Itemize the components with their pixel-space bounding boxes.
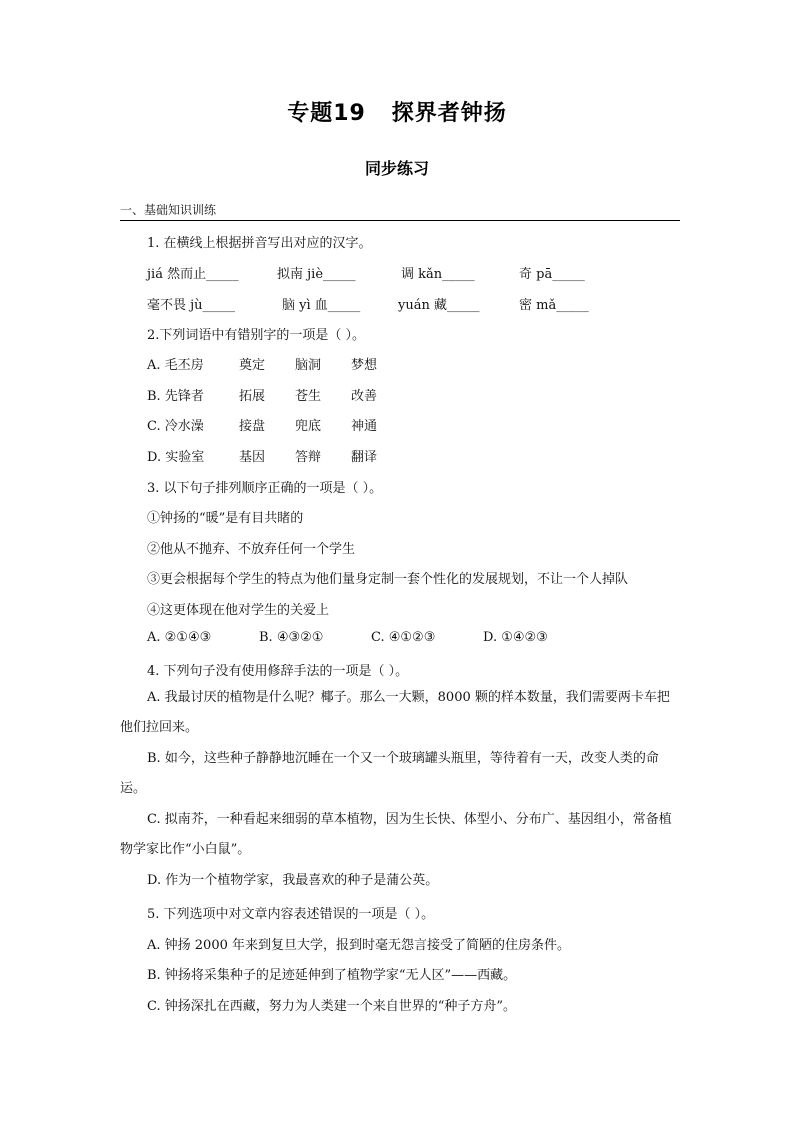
pinyin-item: 调 kǎn_____	[401, 267, 475, 282]
option-word: 兜底	[295, 419, 322, 434]
pinyin-item: 奇 pā_____	[519, 267, 585, 282]
pinyin-item: 脑 yì 血_____	[282, 298, 361, 313]
option-word: 梦想	[351, 358, 378, 373]
question-3-stem: 3. 以下句子排列顺序正确的一项是（ ）。	[147, 481, 383, 496]
option-label: C. 冷水澡	[147, 419, 204, 434]
option-item: B. 如今，这些种子静静地沉睡在一个又一个玻璃罐头瓶里，等待着有一天，改变人类的命运。	[120, 751, 659, 796]
option-item: B. ④③②①	[259, 630, 324, 645]
option-label: B. 先锋者	[147, 389, 204, 404]
sentence-item: ③更会根据每个学生的特点为他们量身定制一套个性化的发展规划，不让一个人掉队	[147, 572, 629, 587]
option-word: 基因	[239, 450, 266, 465]
option-item: D. 作为一个植物学家，我最喜欢的种子是蒲公英。	[147, 873, 439, 888]
question-1-stem: 1. 在横线上根据拼音写出对应的汉字。	[147, 236, 372, 251]
option-item: C. 拟南芥，一种看起来细弱的草本植物，因为生长快、体型小、分布广、基因组小，常备植物学家比作“小白鼠”。	[120, 812, 672, 857]
option-word: 答辩	[295, 450, 322, 465]
option-label: D. 实验室	[147, 450, 205, 465]
sentence-item: ①钟扬的“暖”是有目共睹的	[147, 511, 304, 526]
pinyin-item: 密 mǎ_____	[519, 298, 589, 313]
question-2-stem: 2.下列词语中有错别字的一项是（ ）。	[147, 328, 366, 343]
page-subtitle: 同步练习	[364, 159, 429, 178]
sentence-item: ②他从不抛弃、不放弃任何一个学生	[147, 542, 356, 557]
option-item: A. 我最讨厌的植物是什么呢？椰子。那么一大颗，8000 颗的样本数量，我们需要两卡车把他们拉回来。	[120, 690, 670, 735]
option-word: 翻译	[351, 450, 378, 465]
option-word: 奠定	[239, 358, 266, 373]
pinyin-item: 拟南 jiè_____	[277, 267, 356, 282]
question-4-stem: 4. 下列句子没有使用修辞手法的一项是（ ）。	[147, 664, 409, 679]
option-word: 苍生	[295, 389, 322, 404]
option-item: B. 钟扬将采集种子的足迹延伸到了植物学家“无人区”——西藏。	[147, 968, 517, 983]
option-label: A. 毛丕房	[147, 358, 204, 373]
pinyin-item: jiá 然而止_____	[147, 267, 239, 282]
option-item: C. ④①②③	[371, 630, 436, 645]
option-item: D. ①④②③	[483, 630, 548, 645]
pinyin-item: yuán 藏_____	[398, 298, 480, 313]
option-word: 拓展	[239, 389, 266, 404]
option-word: 脑洞	[295, 358, 322, 373]
option-word: 改善	[351, 389, 378, 404]
option-word: 神通	[351, 419, 378, 434]
section-heading: 一、基础知识训练	[120, 201, 680, 221]
option-word: 接盘	[239, 419, 266, 434]
question-5-stem: 5. 下列选项中对文章内容表述错误的一项是（ ）。	[147, 907, 435, 922]
option-item: A. 钟扬 2000 年来到复旦大学，报到时毫无怨言接受了简陋的住房条件。	[147, 938, 571, 953]
option-item: A. ②①④③	[147, 630, 212, 645]
page-title: 专题19 探界者钟扬	[287, 101, 507, 126]
pinyin-item: 毫不畏 jù_____	[147, 298, 236, 313]
option-item: C. 钟扬深扎在西藏，努力为人类建一个来自世界的“种子方舟”。	[147, 999, 517, 1014]
sentence-item: ④这更体现在他对学生的关爱上	[147, 603, 330, 618]
